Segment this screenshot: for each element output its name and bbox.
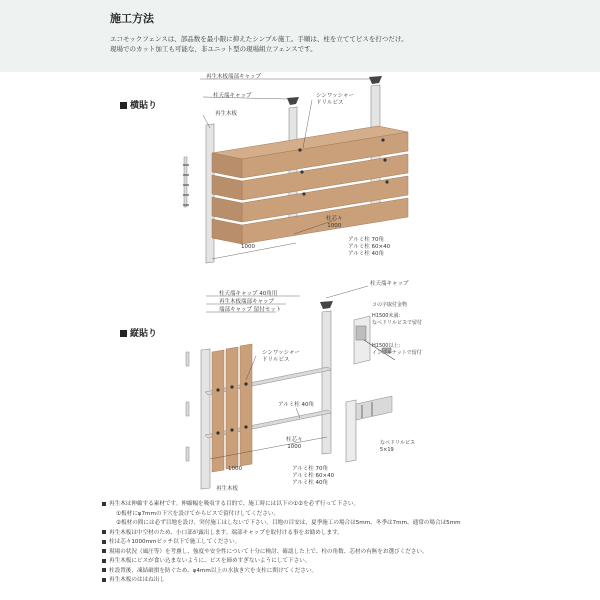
h-label-washer-screw: シンワッシャー ドリルビス [316, 93, 354, 106]
detail-label-bottom: なべドリルビス 5×19 [380, 440, 416, 453]
header-desc-line-1: エコモックフェンスは、部品数を最小限に抑えたシンプル施工。手順は、柱を立ててビスを打つだけ。 [110, 35, 408, 43]
v-label-post-cap-40: 柱天端キャップ 40角用 [219, 291, 278, 297]
detail-label-top: コの字取付金物 H1500未満: なべドリルビスで留付 H1500以上: インプルナットで留付 [372, 302, 423, 356]
note-bullet-icon [102, 568, 106, 572]
horizontal-side-board-marks [183, 157, 189, 207]
v-label-width: 1000 [228, 466, 242, 472]
header-desc-line-2: 現場でのカット加工も可能な、非ユニット型の現場組立フェンスです。 [110, 45, 317, 53]
note-item: 再生木板のははね出し [102, 576, 582, 586]
h-label-post-pitch: 柱芯々 1000 [326, 216, 343, 229]
page-title: 施工方法 [110, 12, 154, 25]
note-item: ②板材の間には必ず目地を設け、突付施工はしないで下さい。目地の目安は、夏季施工の場合は5mm、冬季は7mm、通常の場合は5mm [116, 520, 461, 526]
note-bullet-icon [102, 578, 106, 582]
note-item: 柱設置後、凍結破損を防ぐため、φ4mm以上の水抜き穴を支柱に開けてください。 [102, 567, 582, 577]
h-label-post-cap: 柱天端キャップ [213, 93, 252, 99]
h-label-board-end-cap: 再生木板端部キャップ [206, 74, 262, 80]
note-bullet-icon [102, 559, 106, 563]
vertical-fence-diagram [186, 286, 395, 489]
v-label-post-pitch: 柱芯々 1000 [286, 437, 303, 450]
note-item: 現場の状況（風圧等）を考慮し、強度や安全性について十分に検討、確認した上で、柱の角数、芯材の有無をお選びください。 [102, 548, 582, 558]
v-label-rail: アルミ柱 40角 [278, 402, 315, 408]
h-label-board: 再生木板 [215, 111, 238, 117]
vertical-side-rail-marks [186, 352, 189, 461]
notes-list [102, 500, 582, 586]
note-bullet-icon [102, 530, 106, 534]
note-bullet-icon [102, 549, 106, 553]
horizontal-fence-diagram [183, 76, 408, 263]
horizontal-boards [212, 126, 408, 244]
note-item: ①板材にφ7mmの下穴を設けてからビスで留付けしてください。 [116, 510, 280, 517]
note-item: 再生木板は中空材のため、小口部が露出します。端部キャップを取付ける事をお勧めします。 [102, 529, 582, 539]
horizontal-section-title: 横貼り [120, 98, 157, 111]
v-label-posts: アルミ柱 70角 アルミ柱 60×40 アルミ柱 40角 [292, 466, 335, 486]
v-label-washer-screw: シンワッシャー ドリルビス [262, 350, 300, 363]
h-label-posts: アルミ柱 70角 アルミ柱 60×40 アルミ柱 40角 [348, 237, 391, 257]
note-item: 再生木は伸縮する素材です。伸縮幅を吸収する目的で、施工時には以下の①②を必ず行って下さい。 [102, 500, 582, 510]
vertical-section-title: 縦貼り [120, 326, 157, 339]
note-item: 柱は芯々1000mmピッチ以下で施工してください。 [102, 538, 582, 548]
v-label-post-cap: 柱天端キャップ [370, 281, 409, 287]
v-label-board: 再生木板 [216, 486, 239, 492]
h-label-width: 1000 [241, 244, 255, 250]
note-item: 再生木板にビスが食い込まないように、ビスを締めすぎないようにして下さい。 [102, 557, 582, 567]
v-label-end-cap-set: 端部キャップ 留付セット [219, 307, 282, 313]
note-bullet-icon [102, 502, 106, 506]
v-label-board-end-cap: 再生木板端部キャップ [219, 299, 275, 305]
note-bullet-icon [102, 540, 106, 544]
vertical-boards [212, 344, 252, 472]
